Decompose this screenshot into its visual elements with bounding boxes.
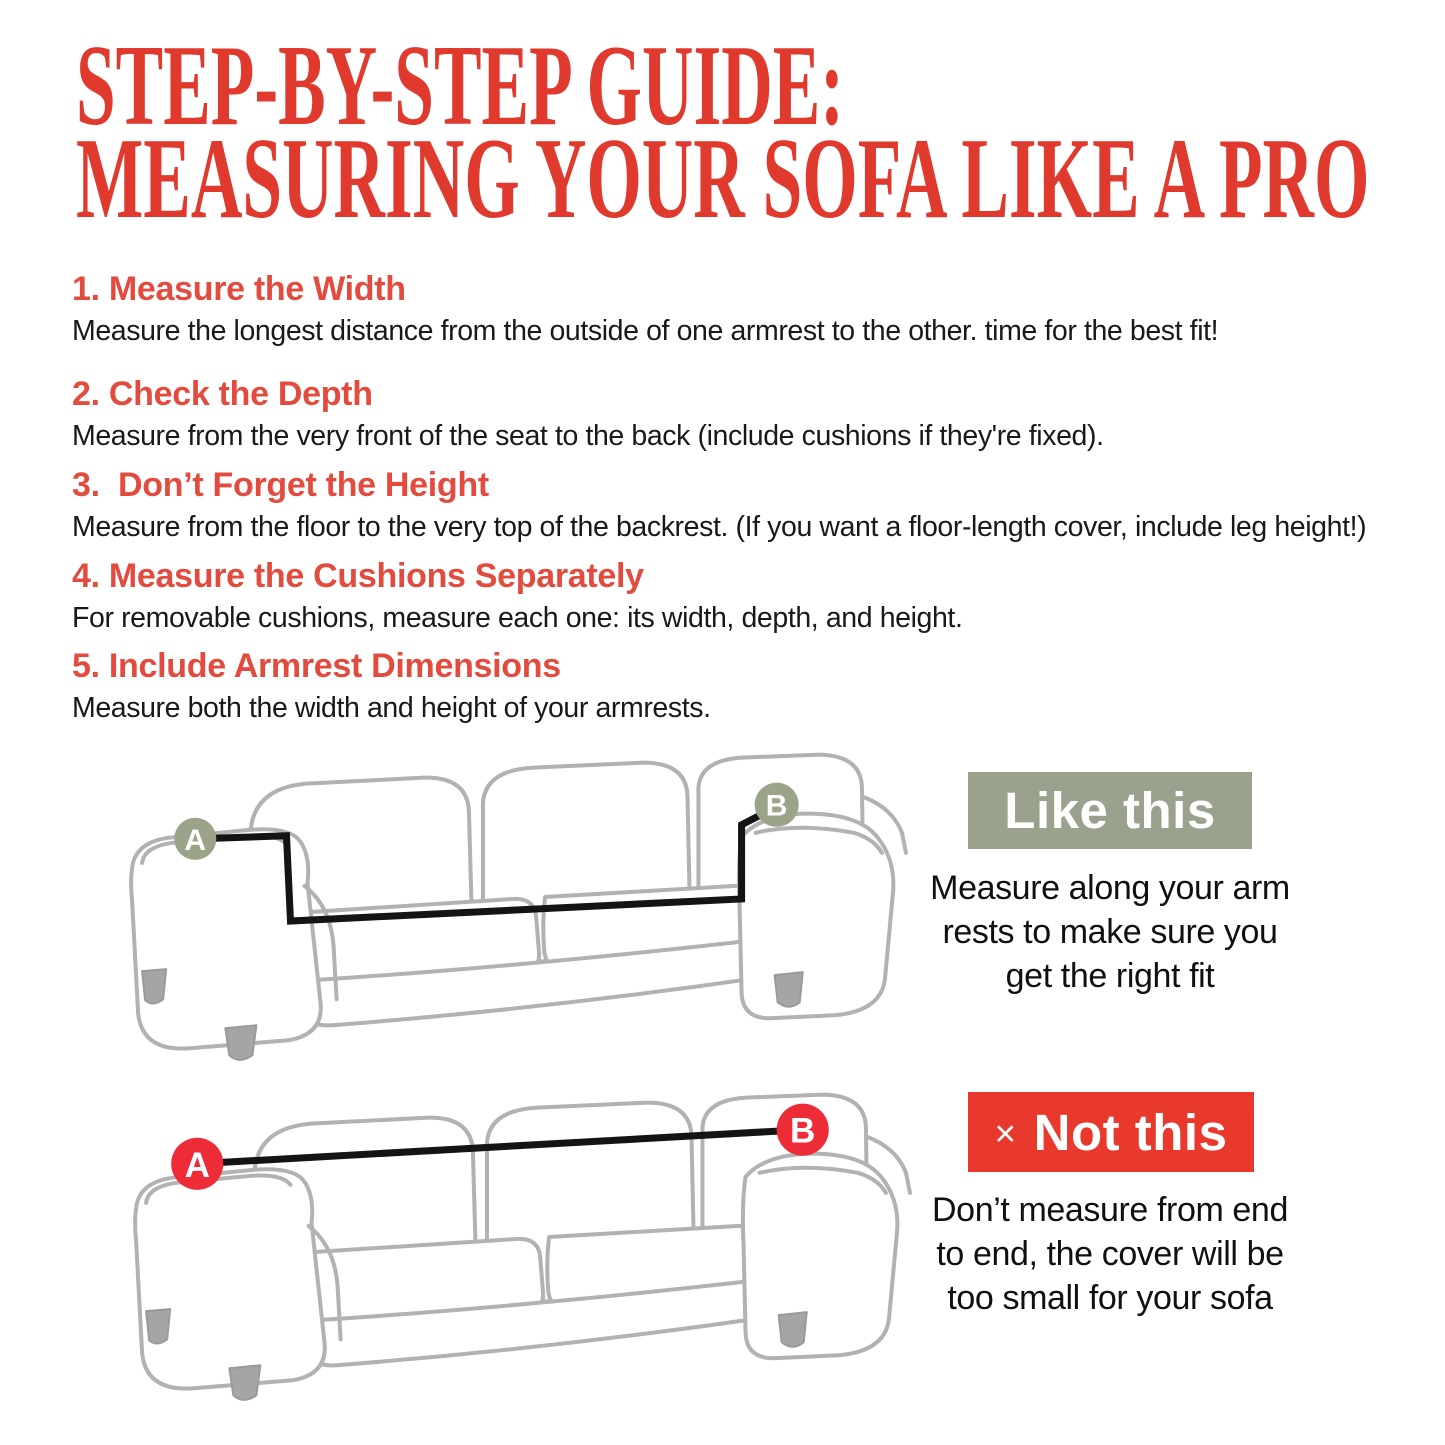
step-heading-4: 4. Measure the Cushions Separately: [72, 556, 644, 595]
step-item-3: [72, 466, 1412, 544]
step-item-5: [72, 647, 1412, 725]
step-heading-5: 5. Include Armrest Dimensions: [72, 647, 561, 686]
caption-line: rests to make sure you: [942, 913, 1278, 951]
title-line-1: STEP-BY-STEP GUIDE:: [76, 22, 845, 149]
like-this-label: Like this: [1004, 782, 1216, 839]
marker-a: [171, 1138, 223, 1190]
caption-line: Measure along your arm: [930, 869, 1290, 907]
caption-line: get the right fit: [1005, 957, 1215, 995]
step-heading-2: 2. Check the Depth: [72, 374, 373, 413]
step-heading-1: 1. Measure the Width: [72, 270, 406, 308]
step-item-1: [72, 270, 1412, 348]
svg-text:B: B: [790, 1111, 816, 1151]
marker-b: [777, 1104, 829, 1156]
steps-list: [72, 270, 1412, 738]
step-body-2: Measure from the very front of the seat to the back (include cushions if they're fixed).: [72, 419, 1104, 452]
like-this-badge: [968, 772, 1252, 849]
caption-line: to end, the cover will be: [936, 1235, 1284, 1273]
svg-text:B: B: [765, 789, 788, 823]
step-body-1: Measure the longest distance from the outside of one armrest to the other. time for the best fit!: [72, 315, 1219, 348]
sofa-diagram-correct: [92, 740, 914, 1092]
page-title: [76, 22, 1370, 242]
title-line-2: MEASURING YOUR SOFA LIKE A PRO: [76, 115, 1370, 242]
step-body-4: For removable cushions, measure each one: its width, depth, and height.: [72, 601, 963, 634]
caption-line: too small for your sofa: [947, 1279, 1273, 1317]
step-heading-3: 3. Don’t Forget the Height: [72, 465, 489, 504]
step-body-3: Measure from the floor to the very top of the backrest. (If you want a floor-length cover, include leg height!): [72, 510, 1367, 543]
svg-text:A: A: [184, 1145, 210, 1185]
step-body-5: Measure both the width and height of your armrests.: [72, 692, 711, 725]
not-this-badge: [968, 1092, 1254, 1172]
not-this-label: Not this: [1033, 1103, 1228, 1161]
caption-line: Don’t measure from end: [932, 1191, 1288, 1229]
sofa-diagram-incorrect: [96, 1080, 918, 1432]
marker-a: [174, 818, 216, 860]
step-item-4: [72, 557, 1412, 635]
step-item-2: [72, 375, 1412, 453]
like-this-caption: [902, 866, 1318, 998]
not-this-caption: [902, 1188, 1318, 1320]
marker-b: [755, 783, 799, 827]
x-mark-icon: ×: [994, 1113, 1017, 1154]
svg-text:A: A: [184, 823, 207, 857]
